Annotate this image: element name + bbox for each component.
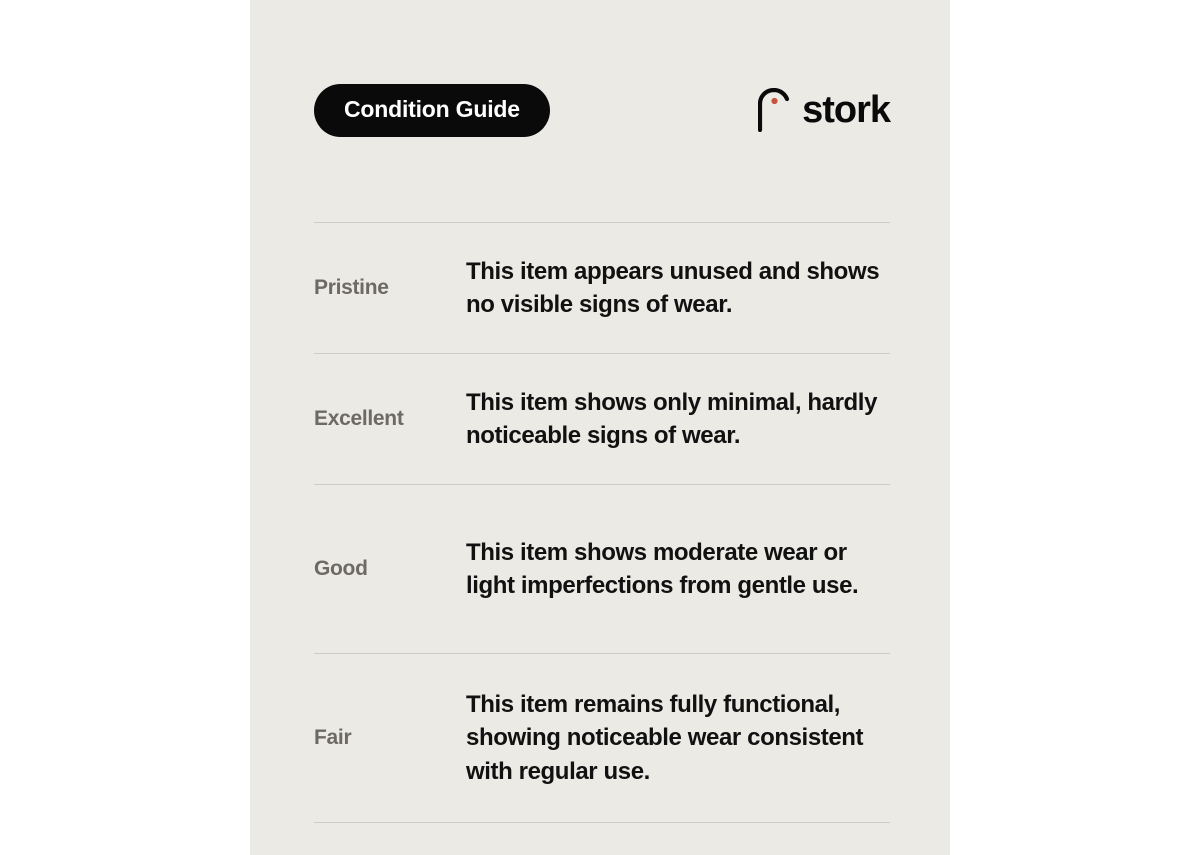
condition-description: This item appears unused and shows no visible signs of wear. <box>466 257 880 318</box>
condition-description: This item remains fully functional, showing noticeable wear consistent with regular use. <box>466 691 864 785</box>
page-content <box>314 0 890 855</box>
condition-description: This item shows only minimal, hardly noticeable signs of wear. <box>466 388 878 449</box>
condition-label: Pristine <box>314 276 389 299</box>
divider <box>314 822 890 823</box>
brand-lockup <box>758 88 890 132</box>
page-header <box>314 84 890 166</box>
condition-description: This item shows moderate wear or light imperfections from gentle use. <box>466 538 859 599</box>
condition-guide-page <box>250 0 950 855</box>
stork-logo-icon <box>758 88 790 132</box>
list-item <box>314 223 890 353</box>
condition-label: Fair <box>314 726 352 749</box>
list-item <box>314 654 890 822</box>
list-item <box>314 354 890 484</box>
condition-list <box>314 222 890 823</box>
condition-label: Excellent <box>314 407 404 430</box>
condition-label: Good <box>314 557 368 580</box>
list-item <box>314 485 890 653</box>
page-title-badge: Condition Guide <box>314 84 550 137</box>
brand-name: stork <box>802 89 890 131</box>
